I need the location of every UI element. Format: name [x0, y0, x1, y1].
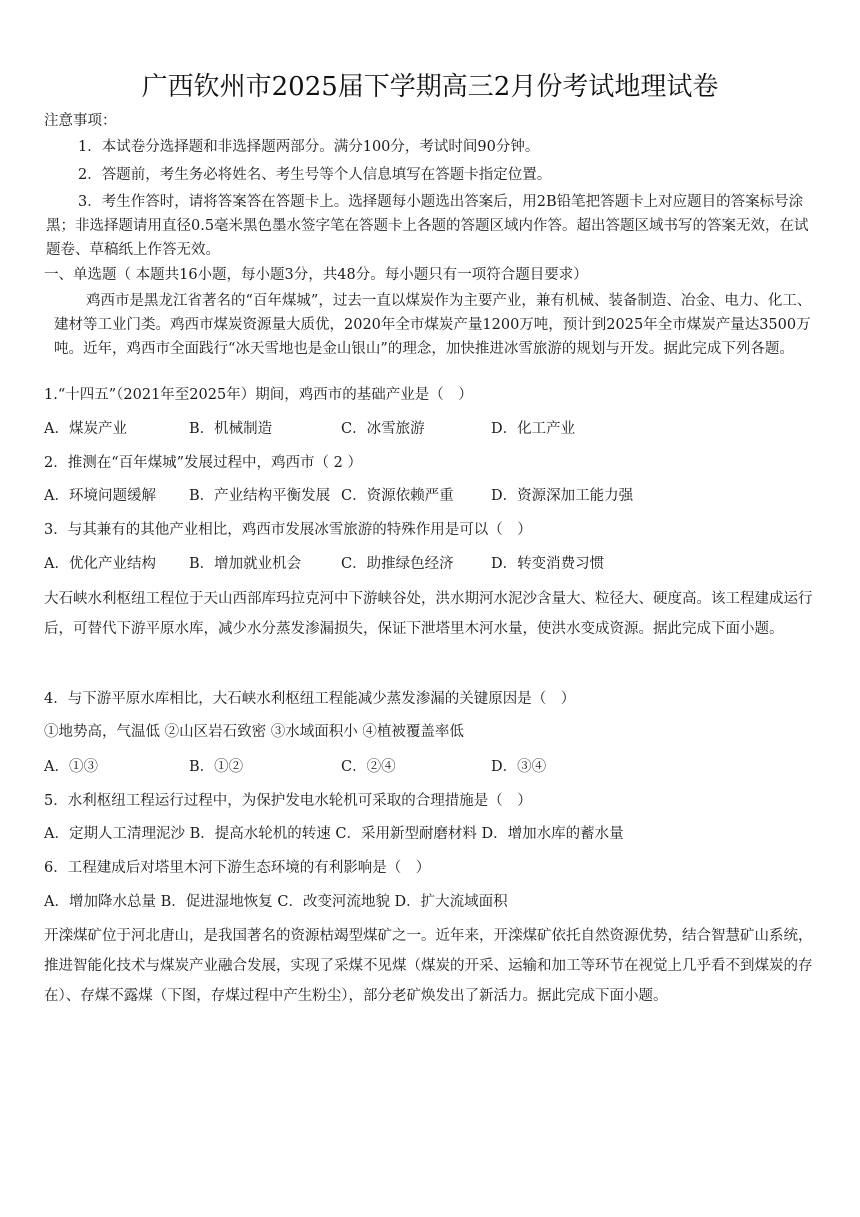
question-6-options[interactable]: A．增加降水总量 B．促进湿地恢复 C．改变河流地貌 D．扩大流域面积	[44, 894, 508, 910]
q2-option-b[interactable]: B．产业结构平衡发展	[189, 488, 331, 504]
q3-option-a[interactable]: A．优化产业结构	[44, 556, 156, 572]
q4-option-b[interactable]: B．①②	[189, 759, 244, 775]
q3-option-d[interactable]: D．转变消费习惯	[491, 556, 605, 572]
question-5-stem: 5．水利枢纽工程运行过程中，为保护发电水轮机可采取的合理措施是（ ）	[44, 793, 532, 809]
q1-option-a[interactable]: A．煤炭产业	[44, 421, 127, 437]
q3-option-b[interactable]: B．增加就业机会	[189, 556, 302, 572]
notice-heading: 注意事项：	[44, 113, 117, 129]
question-1-options	[44, 418, 575, 440]
question-2-options	[44, 485, 633, 507]
page-title: 广西钦州市2025届下学期高三2月份考试地理试卷	[141, 72, 719, 102]
q3-option-c[interactable]: C．助推绿色经济	[341, 556, 454, 572]
question-2-stem: 2．推测在“百年煤城”发展过程中，鸡西市（ 2 ）	[44, 455, 362, 471]
q1-option-d[interactable]: D．化工产业	[491, 421, 576, 437]
passage-jixi: 鸡西市是黑龙江省著名的“百年煤城”，过去一直以煤炭作为主要产业，兼有机械、装备制造、冶金、电力、化工、建材等工业门类。鸡西市煤炭资源量大质优，2020年全市煤炭产量1200万吨，预计到2025年全市煤炭产量达3500万吨。近年，鸡西市全面践行“冰天雪地也是金山银山”的理念，加快推进冰雪旅游的规划与开发。据此完成下列各题。	[54, 293, 812, 357]
question-1-stem: 1.“十四五”（2021年至2025年）期间，鸡西市的基础产业是（ ）	[44, 387, 473, 403]
q4-option-c[interactable]: C．②④	[341, 759, 396, 775]
q2-option-c[interactable]: C．资源依赖严重	[341, 488, 454, 504]
question-4-options	[44, 756, 546, 778]
q2-option-a[interactable]: A．环境问题缓解	[44, 488, 156, 504]
section-heading: 一、单选题（ 本题共16小题，每小题3分，共48分。每小题只有一项符合题目要求）	[44, 267, 588, 283]
question-3-options	[44, 553, 604, 575]
question-3-stem: 3．与其兼有的其他产业相比，鸡西市发展冰雪旅游的特殊作用是可以（ ）	[44, 522, 532, 538]
passage-dashixia: 大石峡水利枢纽工程位于天山西部库玛拉克河中下游峡谷处，洪水期河水泥沙含量大、粒径大、硬度高。该工程建成运行后，可替代下游平原水库，减少水分蒸发渗漏损失，保证下泄塔里木河水量，使洪水变成资源。据此完成下面小题。	[44, 591, 813, 637]
q4-option-d[interactable]: D．③④	[491, 759, 547, 775]
q1-option-b[interactable]: B．机械制造	[189, 421, 273, 437]
notice-item-2: 2．答题前，考生务必将姓名、考生号等个人信息填写在答题卡指定位置。	[78, 167, 552, 183]
q4-option-a[interactable]: A．①③	[44, 759, 98, 775]
q1-option-c[interactable]: C．冰雪旅游	[341, 421, 425, 437]
q2-option-d[interactable]: D．资源深加工能力强	[491, 488, 634, 504]
question-6-stem: 6．工程建成后对塔里木河下游生态环境的有利影响是（ ）	[44, 860, 431, 876]
question-4-stem: 4．与下游平原水库相比，大石峡水利枢纽工程能减少蒸发渗漏的关键原因是（ ）	[44, 691, 576, 707]
question-4-choices: ①地势高，气温低 ②山区岩石致密 ③水域面积小 ④植被覆盖率低	[44, 724, 464, 740]
passage-kailuan: 开滦煤矿位于河北唐山，是我国著名的资源枯竭型煤矿之一。近年来，开滦煤矿依托自然资源优势，结合智慧矿山系统，推进智能化技术与煤炭产业融合发展，实现了采煤不见煤（煤炭的开采、运输和加工等环节在视觉上几乎看不到煤炭的存在）、存煤不露煤（下图，存煤过程中产生粉尘），部分老矿焕发出了新活力。据此完成下面小题。	[44, 928, 813, 1004]
notice-item-3: 3．考生作答时，请将答案答在答题卡上。选择题每小题选出答案后，用2B铅笔把答题卡上对应题目的答案标号涂黑；非选择题请用直径0.5毫米黑色墨水签字笔在答题卡上各题的答题区域内作答。超出答题区域书写的答案无效，在试题卷、草稿纸上作答无效。	[46, 194, 809, 258]
notice-item-1: 1．本试卷分选择题和非选择题两部分。满分100分，考试时间90分钟。	[78, 139, 540, 155]
question-5-options[interactable]: A．定期人工清理泥沙 B．提高水轮机的转速 C．采用新型耐磨材料 D．增加水库的蓄水量	[44, 826, 624, 842]
